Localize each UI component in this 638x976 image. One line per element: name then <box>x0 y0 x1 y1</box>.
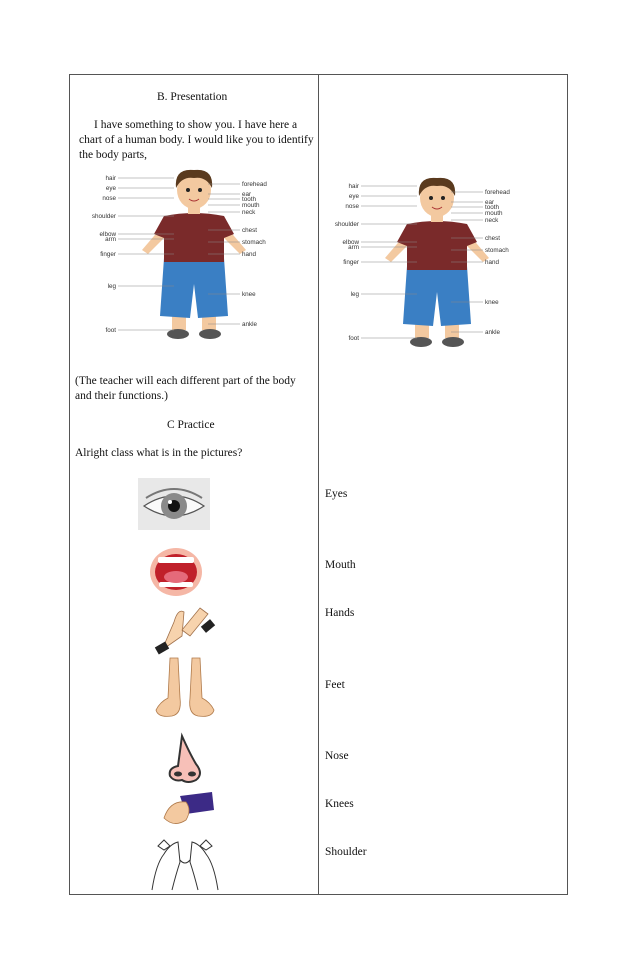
practice-question: Alright class what is in the pictures? <box>75 447 243 459</box>
chart-label: nose <box>345 203 359 210</box>
shoe-shape <box>442 337 464 347</box>
body-chart-right <box>333 174 543 354</box>
chart-label: arm <box>105 236 116 243</box>
chart-label: stomach <box>242 239 266 246</box>
chart-label: hair <box>105 175 116 182</box>
chart-label: forehead <box>485 189 510 196</box>
shirt-shape <box>154 213 234 262</box>
chart-label: stomach <box>485 247 509 254</box>
chart-label: foot <box>105 327 116 334</box>
practice-title: C Practice <box>167 419 215 431</box>
intro-paragraph: I have something to show you. I have here a chart of a human body. I would like you to identify the body parts, <box>79 119 314 161</box>
chart-label: elbow <box>342 239 359 246</box>
chart-label: eye <box>348 193 359 200</box>
shirt-shape <box>397 221 477 270</box>
chart-label: tooth <box>485 204 500 211</box>
knee-picture <box>160 790 216 830</box>
eye-picture <box>138 478 210 530</box>
shorts-shape <box>403 266 471 326</box>
answer-nose: Nose <box>325 750 349 762</box>
answer-knees: Knees <box>325 798 354 810</box>
chart-label: knee <box>242 291 256 298</box>
chart-label: foot <box>348 335 359 342</box>
chart-label: shoulder <box>91 213 116 220</box>
chart-label: hand <box>485 259 500 266</box>
chart-label: finger <box>100 251 116 258</box>
chart-label: tooth <box>242 196 257 203</box>
chart-label: arm <box>348 244 359 251</box>
chart-label: chest <box>485 235 501 242</box>
answer-mouth: Mouth <box>325 559 356 571</box>
chart-label: mouth <box>485 210 503 217</box>
shorts-shape <box>160 258 228 318</box>
chart-label: neck <box>242 209 256 216</box>
shoe-shape <box>199 329 221 339</box>
eye-dot <box>429 196 433 200</box>
shoe-shape <box>410 337 432 347</box>
chart-label: forehead <box>242 181 267 188</box>
teacher-note: (The teacher will each different part of the body and their functions.) <box>75 375 296 402</box>
chart-label: ear <box>242 191 252 198</box>
chart-label: hair <box>348 183 359 190</box>
shoe-shape <box>167 329 189 339</box>
chart-label: hand <box>242 251 257 258</box>
section-title: B. Presentation <box>157 91 228 103</box>
body-chart-left <box>90 166 300 346</box>
chart-label: ankle <box>242 321 258 328</box>
chart-label: knee <box>485 299 499 306</box>
chart-label: neck <box>485 217 499 224</box>
column-divider <box>318 74 319 895</box>
chart-label: shoulder <box>334 221 359 228</box>
answer-shoulder: Shoulder <box>325 846 367 858</box>
chart-label: nose <box>102 195 116 202</box>
answer-hands: Hands <box>325 607 355 619</box>
eye-dot <box>198 188 202 192</box>
chart-label: elbow <box>99 231 116 238</box>
answer-eyes: Eyes <box>325 488 348 500</box>
chart-label: chest <box>242 227 258 234</box>
chart-label: mouth <box>242 202 260 209</box>
shoulder-picture <box>150 834 220 892</box>
eye-dot <box>441 196 445 200</box>
chart-label: eye <box>105 185 116 192</box>
feet-picture <box>146 658 224 720</box>
nose-picture <box>160 734 214 788</box>
mouth-picture <box>148 544 204 600</box>
eye-dot <box>186 188 190 192</box>
chart-label: ear <box>485 199 495 206</box>
answer-feet: Feet <box>325 679 345 691</box>
chart-label: leg <box>107 283 116 290</box>
chart-label: leg <box>350 291 359 298</box>
chart-label: finger <box>343 259 359 266</box>
hands-picture <box>152 600 216 654</box>
chart-label: ankle <box>485 329 501 336</box>
